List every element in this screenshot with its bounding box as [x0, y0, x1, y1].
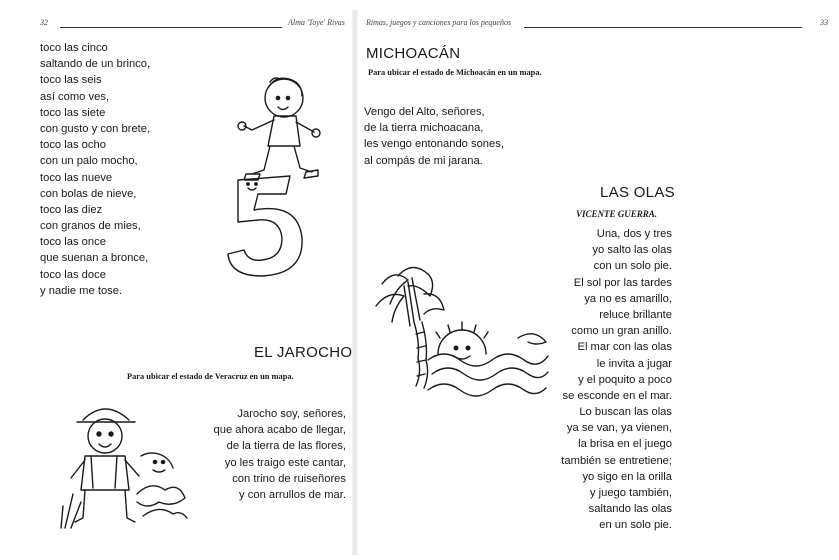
poem-line: El mar con las olas [577, 341, 672, 354]
left-page [0, 0, 353, 560]
poem-line: la brisa en el juego [578, 438, 672, 451]
michoacan-poem [364, 104, 504, 169]
palm-sun-waves-illustration [368, 262, 554, 412]
poem-line: con gusto y con brete, [40, 122, 151, 135]
poem-line: toco las once [40, 236, 106, 249]
poem-line: reluce brillante [599, 308, 672, 321]
poem-line: Jarocho soy, señores, [237, 408, 346, 420]
poem-line: toco las nueve [40, 171, 113, 184]
jarocho-instruction: Para ubicar el estado de Veracruz en un mapa. [127, 372, 294, 381]
poem-line: con granos de mies, [40, 220, 141, 233]
poem-line: y el poquito a poco [578, 373, 672, 386]
child-on-number-five-illustration [218, 70, 328, 290]
poem-line: con bolas de nieve, [40, 187, 137, 200]
michoacan-title: MICHOACÁN [366, 45, 461, 62]
poem-line: con trino de ruiseñores [232, 472, 346, 485]
las-olas-author: VICENTE GUERRA. [576, 209, 658, 219]
poem-line: Lo buscan las olas [579, 406, 672, 419]
las-olas-title: LAS OLAS [600, 184, 675, 201]
left-page-number: 32 [40, 18, 48, 27]
jarocho-title: EL JAROCHO [254, 344, 353, 361]
right-page [360, 0, 839, 560]
poem-line: y con arrullos de mar. [239, 488, 346, 501]
poem-line: saltando las olas [588, 503, 672, 516]
poem-line: como un gran anillo. [571, 325, 672, 338]
right-header-title: Rimas, juegos y canciones para los pequeños [366, 18, 512, 27]
poem-line: toco las diez [40, 203, 103, 216]
poem-line: en un solo pie. [599, 519, 672, 532]
michoacan-instruction: Para ubicar el estado de Michoacán en un mapa. [368, 68, 542, 77]
poem-line: ya no es amarillo, [584, 292, 672, 305]
poem-line: al compás de mi jarana. [364, 154, 483, 167]
jarocho-poem [214, 406, 347, 503]
poem-line: toco las doce [40, 268, 106, 281]
right-page-number: 33 [820, 18, 828, 27]
poem-line: El sol por las tardes [573, 276, 672, 289]
poem-line: toco las siete [40, 106, 106, 119]
poem-line: de la tierra de las flores, [226, 440, 346, 453]
left-header-rule [60, 27, 282, 28]
poem-line: saltando de un brinco, [40, 58, 151, 71]
poem-line: y juego también, [589, 487, 672, 499]
jarocho-child-illustration [55, 398, 190, 538]
poem-line: que ahora acabo de llegar, [213, 424, 346, 437]
left-header-author: Alma 'Toye' Rivas [288, 18, 345, 27]
poem-line: de la tierra michoacana, [364, 122, 484, 135]
poem-line: toco las seis [40, 74, 102, 87]
poem-line: también se entretiene; [561, 454, 672, 467]
poem-line: Una, dos y tres [596, 228, 672, 240]
poem-line: yo sigo en la orilla [582, 470, 672, 483]
poem-line: toco las ocho [40, 139, 106, 152]
poem-line: se esconde en el mar. [562, 389, 672, 402]
poem-line: y nadie me tose. [40, 284, 123, 297]
las-olas-poem [561, 226, 672, 534]
poem-line: así como ves, [40, 90, 110, 103]
poem-line: ya se van, ya vienen, [566, 422, 672, 435]
poem-line: toco las cinco [40, 42, 108, 54]
poem-line: que suenan a bronce, [40, 252, 149, 265]
poem-line: con un solo pie. [593, 260, 672, 273]
right-header-rule [524, 27, 802, 28]
poem-line: les vengo entonando sones, [364, 138, 504, 151]
poem-line: yo les traigo este cantar, [224, 456, 346, 469]
poem-line: le invita a jugar [596, 357, 672, 370]
counting-poem [40, 40, 150, 299]
poem-line: con un palo mocho, [40, 155, 138, 168]
poem-line: Vengo del Alto, señores, [364, 106, 485, 118]
poem-line: yo salto las olas [592, 244, 672, 257]
book-gutter [352, 10, 358, 555]
